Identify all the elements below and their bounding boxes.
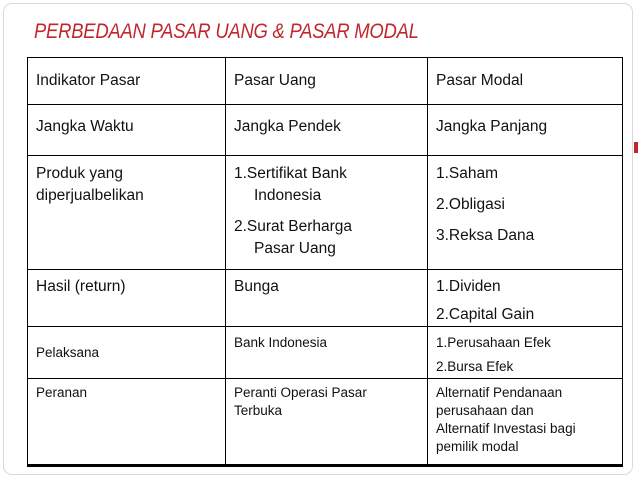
cell-peranan-indicator: Peranan	[28, 379, 226, 466]
comparison-table	[27, 57, 623, 467]
peranan-uang-line-1: Peranti Operasi Pasar	[234, 385, 367, 400]
accent-mark	[634, 142, 638, 153]
cell-pelaksana-modal	[428, 327, 623, 379]
cell-jangka-panjang: Jangka Panjang	[428, 105, 623, 156]
produk-modal-item-1: 1.Saham	[436, 165, 499, 182]
peranan-modal-line-2: perusahaan dan	[436, 403, 534, 418]
table-row-produk	[28, 156, 623, 270]
cell-pelaksana-indicator	[28, 327, 226, 379]
cell-pelaksana-uang: Bank Indonesia	[226, 327, 428, 379]
table-row-pelaksana	[28, 327, 623, 379]
hasil-modal-item-1: 1.Dividen	[436, 278, 501, 295]
pelaksana-modal-item-1: 1.Perusahaan Efek	[436, 335, 551, 350]
cell-peranan-uang	[226, 379, 428, 466]
peranan-uang-line-2: Terbuka	[234, 403, 283, 418]
peranan-modal-line-1: Alternatif Pendanaan	[436, 385, 563, 400]
produk-uang-item-2-cont: Pasar Uang	[254, 240, 336, 257]
pelaksana-indicator-text: Pelaksana	[36, 345, 100, 360]
hasil-modal-item-2: 2.Capital Gain	[436, 306, 535, 323]
cell-jangka-pendek: Jangka Pendek	[226, 105, 428, 156]
cell-hasil-modal	[428, 270, 623, 327]
produk-indicator-line-2: diperjualbelikan	[36, 187, 144, 204]
produk-uang-item-2: 2.Surat Berharga	[234, 218, 353, 235]
slide-title: PERBEDAAN PASAR UANG & PASAR MODAL	[34, 20, 419, 43]
peranan-modal-line-3: Alternatif Investasi bagi	[436, 421, 576, 436]
produk-uang-item-1: 1.Sertifikat Bank	[234, 165, 347, 182]
table-row-jangka-waktu	[28, 105, 623, 156]
produk-uang-item-1-cont: Indonesia	[254, 187, 322, 204]
table-row-hasil	[28, 270, 623, 327]
cell-produk-modal	[428, 156, 623, 270]
pelaksana-modal-item-2: 2.Bursa Efek	[436, 359, 514, 374]
table-row-peranan	[28, 379, 623, 466]
cell-peranan-modal	[428, 379, 623, 466]
header-cell-pasar-uang: Pasar Uang	[226, 58, 428, 105]
cell-produk-uang	[226, 156, 428, 270]
table-header-row	[28, 58, 623, 105]
header-cell-pasar-modal: Pasar Modal	[428, 58, 623, 105]
produk-indicator-line-1: Produk yang	[36, 165, 124, 182]
cell-hasil-indicator: Hasil (return)	[28, 270, 226, 327]
peranan-modal-line-4: pemilik modal	[436, 439, 519, 454]
cell-produk-indicator	[28, 156, 226, 270]
cell-hasil-uang: Bunga	[226, 270, 428, 327]
produk-modal-item-3: 3.Reksa Dana	[436, 227, 535, 244]
produk-modal-item-2: 2.Obligasi	[436, 196, 505, 213]
cell-jangka-waktu: Jangka Waktu	[28, 105, 226, 156]
header-cell-indikator: Indikator Pasar	[28, 58, 226, 105]
